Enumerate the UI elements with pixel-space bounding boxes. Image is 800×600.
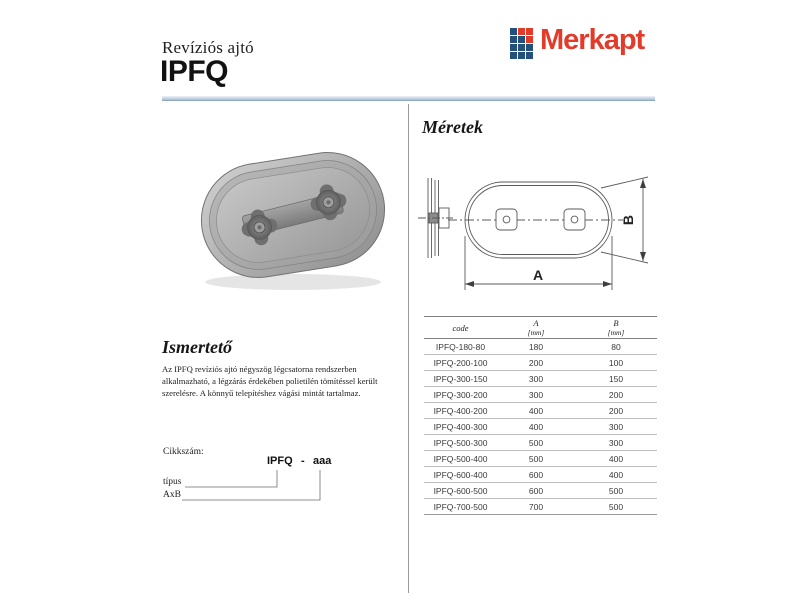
cell-a: 300 [528, 373, 544, 384]
cell-a: 500 [528, 437, 544, 448]
dimensions-title: Méretek [422, 117, 483, 137]
cell-code: IPFQ-400-300 [433, 421, 488, 432]
cell-a: 400 [528, 405, 544, 416]
table-row [424, 435, 657, 451]
cell-code: IPFQ-180-80 [435, 341, 486, 352]
cell-b: 500 [608, 501, 624, 512]
description-title: Ismertető [162, 337, 232, 357]
dimension-drawing [415, 156, 665, 306]
product-category: Revíziós ajtó [162, 38, 254, 57]
header-rule [162, 96, 655, 101]
product-photo [183, 130, 403, 300]
table-row [424, 387, 657, 403]
cell-a: 700 [528, 501, 544, 512]
product-title: IPFQ [160, 55, 229, 88]
table-row [424, 355, 657, 371]
cell-code: IPFQ-200-100 [433, 357, 488, 368]
size-table-header [424, 316, 657, 339]
col-header-a: A [mm] [527, 318, 545, 337]
column-divider [408, 104, 409, 593]
description-text: Az IPFQ revíziós ajtó négyszög légcsatorna rendszerben alkalmazható, a légzárás érdekében polietilén tömítéssel került szerelésre. A könnyű telepítéshez vágási mintát tartalmaz. [162, 364, 378, 398]
table-row [424, 451, 657, 467]
table-row [424, 499, 657, 515]
table-row [424, 483, 657, 499]
table-row [424, 371, 657, 387]
table-row [424, 403, 657, 419]
cell-b: 500 [608, 485, 624, 496]
cell-code: IPFQ-300-200 [433, 389, 488, 400]
size-table [424, 316, 657, 515]
table-row [424, 467, 657, 483]
legend-size-label: AxB [163, 490, 181, 500]
dim-b-label: B [620, 214, 636, 226]
cell-b: 150 [608, 373, 624, 384]
article-number-label: Cikkszám: [163, 447, 204, 457]
cell-b: 200 [608, 389, 624, 400]
table-row [424, 419, 657, 435]
cell-code: IPFQ-500-400 [433, 453, 488, 464]
cell-a: 600 [528, 485, 544, 496]
cell-a: 600 [528, 469, 544, 480]
cell-code: IPFQ-600-500 [433, 485, 488, 496]
cell-b: 300 [608, 437, 624, 448]
cell-code: IPFQ-600-400 [433, 469, 488, 480]
cell-a: 400 [528, 421, 544, 432]
code-size: aaa [313, 455, 332, 467]
cell-code: IPFQ-400-200 [433, 405, 488, 416]
code-type: IPFQ [267, 455, 293, 467]
dim-a-label: A [532, 267, 544, 283]
table-row [424, 339, 657, 355]
cell-b: 200 [608, 405, 624, 416]
merkapt-logo [510, 25, 644, 59]
cell-a: 200 [528, 357, 544, 368]
legend-connector-lines [160, 465, 410, 510]
cell-a: 180 [528, 341, 544, 352]
cell-b: 400 [608, 469, 624, 480]
cell-a: 500 [528, 453, 544, 464]
cell-b: 100 [608, 357, 624, 368]
legend-type-label: típus [163, 477, 182, 487]
cell-b: 80 [611, 341, 621, 352]
logo-text: Merkapt [540, 24, 645, 56]
cell-code: IPFQ-500-300 [433, 437, 488, 448]
cell-code: IPFQ-300-150 [433, 373, 488, 384]
cell-b: 300 [608, 421, 624, 432]
cell-b: 400 [608, 453, 624, 464]
cell-code: IPFQ-700-500 [433, 501, 488, 512]
logo-grid-icon [510, 28, 533, 59]
cell-a: 300 [528, 389, 544, 400]
code-dash: - [301, 455, 305, 467]
col-header-b: B [mm] [607, 318, 625, 337]
size-table-body [424, 339, 657, 515]
col-header-code: code [452, 322, 469, 333]
